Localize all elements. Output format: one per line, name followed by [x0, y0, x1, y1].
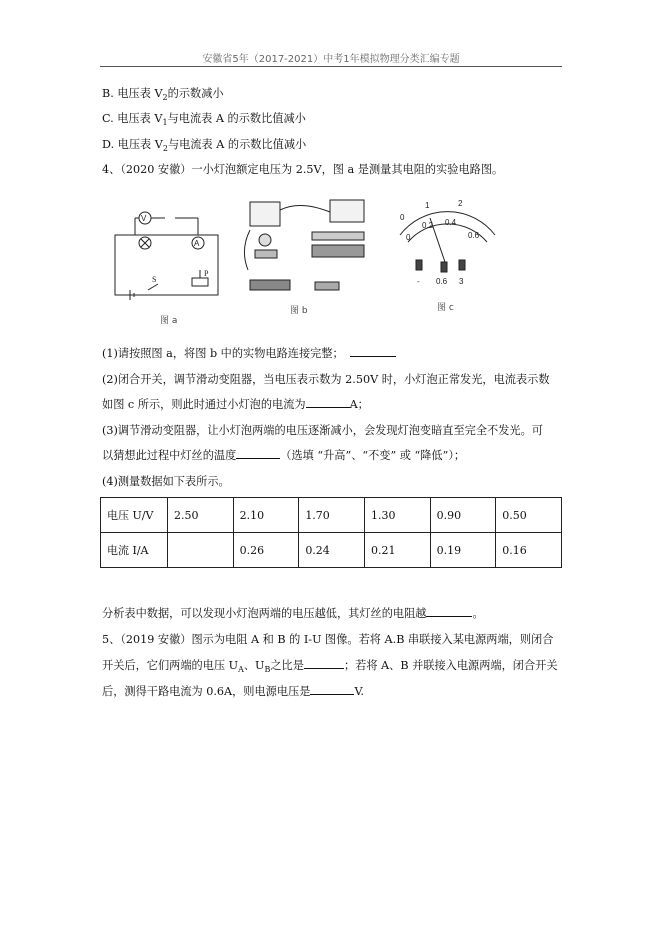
figure-a-caption: 图 a — [160, 316, 178, 326]
ammeter-symbol-a: A — [194, 239, 200, 248]
q5-line1: 5、（2019 安徽）图示为电阻 A 和 B 的 I-U 图像。若将 A.B 串联接入某电源两端，则闭合 — [102, 633, 554, 646]
q4-figures — [100, 190, 500, 330]
q5-line3-tail: V. — [354, 685, 365, 698]
table-cell: 0.90 — [430, 498, 496, 533]
q4-part3-text: 以猜想此过程中灯丝的温度 — [102, 449, 237, 462]
q5-line2-text-c: 之比是 — [270, 659, 304, 672]
table-cell: 1.30 — [364, 498, 430, 533]
terminal-label-0-6: 0.6 — [436, 277, 448, 286]
rheostat-label-p: P — [204, 269, 209, 278]
answer-blank[interactable] — [304, 658, 344, 669]
q4-analysis-tail: 。 — [472, 607, 484, 620]
figure-b-components — [244, 200, 364, 290]
table-row — [101, 498, 562, 533]
table-cell: 0.26 — [233, 533, 299, 568]
dial-tick-bottom-2: 0.4 — [445, 218, 457, 227]
option-b — [102, 86, 224, 106]
figure-c-caption: 图 c — [437, 303, 454, 313]
option-c-text: C. 电压表 V — [102, 112, 163, 125]
q4-part2-text: 如图 c 所示，则此时通过小灯泡的电流为 — [102, 398, 306, 411]
q4-part3-line2 — [102, 448, 465, 464]
q4-part4: (4)测量数据如下表所示。 — [102, 475, 230, 488]
q5-line3-text: 后，测得干路电流为 0.6A，则电源电压是 — [102, 685, 311, 698]
switch-label-s: S — [152, 275, 157, 284]
option-b-text: B. 电压表 V — [102, 87, 163, 100]
answer-blank[interactable] — [236, 448, 280, 459]
dial-tick-top-2: 2 — [458, 199, 463, 208]
table-cell: 0.19 — [430, 533, 496, 568]
q5-line2 — [102, 658, 558, 678]
dial-tick-bottom-3: 0.6 — [468, 231, 480, 240]
page-header: 安徽省5年（2017-2021）中考1年模拟物理分类汇编专题 — [202, 54, 460, 65]
q4-part3-line1: (3)调节滑动变阻器，让小灯泡两端的电压逐渐减小，会发现灯泡变暗直至完全不发光。可 — [102, 424, 543, 437]
figure-a-circuit-diagram — [115, 212, 218, 300]
header-rule — [100, 66, 562, 67]
measurement-table — [100, 497, 562, 568]
answer-blank[interactable] — [310, 684, 354, 695]
figure-b-caption: 图 b — [290, 306, 308, 316]
option-d-sub: 2 — [162, 144, 168, 154]
q4-part2-tail: A； — [349, 398, 369, 411]
q5-line3 — [102, 684, 364, 700]
table-cell: 2.10 — [233, 498, 299, 533]
dial-tick-top-0: 0 — [400, 213, 405, 222]
table-cell: 0.16 — [496, 533, 562, 568]
terminal-label-negative: - — [417, 277, 420, 286]
q4-part3-tail: （选填 “升高”、“不变” 或 “降低”）； — [280, 449, 466, 462]
option-c — [102, 111, 306, 131]
table-cell: 0.50 — [496, 498, 562, 533]
q5-line2-text-d: ；若将 A、B 并联接入电源两端，闭合开关 — [343, 659, 558, 672]
option-c-sub: 1 — [162, 118, 168, 128]
option-b-sub: 2 — [162, 93, 168, 103]
answer-blank[interactable] — [426, 606, 472, 617]
dial-tick-top-1: 1 — [425, 201, 430, 210]
q4-part2-line1: (2)闭合开关，调节滑动变阻器，当电压表示数为 2.50V 时，小灯泡正常发光，电流表示数 — [102, 373, 550, 386]
option-c-tail: 与电流表 A 的示数比值减小 — [167, 112, 306, 125]
option-d — [102, 137, 306, 157]
answer-blank[interactable] — [306, 397, 350, 408]
q5-sub-b: B — [264, 665, 271, 675]
voltmeter-symbol-v: V — [141, 214, 147, 223]
q4-part1 — [102, 346, 396, 362]
answer-blank[interactable] — [350, 346, 396, 357]
q5-sub-a: A — [238, 665, 244, 675]
terminal-label-3: 3 — [459, 277, 464, 286]
table-cell: 1.70 — [299, 498, 365, 533]
table-cell: 2.50 — [168, 498, 234, 533]
table-row — [101, 533, 562, 568]
q5-line2-text: 开关后，它们两端的电压 U — [102, 659, 239, 672]
q4-part2-line2 — [102, 397, 369, 413]
q5-line2-text-b: 、U — [243, 659, 265, 672]
q4-analysis-text: 分析表中数据，可以发现小灯泡两端的电压越低，其灯丝的电阻越 — [102, 607, 427, 620]
table-row-label: 电流 I/A — [101, 533, 168, 568]
option-d-tail: 与电流表 A 的示数比值减小 — [167, 138, 307, 151]
table-cell[interactable] — [168, 533, 234, 568]
table-cell: 0.21 — [364, 533, 430, 568]
q4-analysis — [102, 606, 484, 622]
option-b-tail: 的示数减小 — [167, 87, 224, 100]
table-row-label: 电压 U/V — [101, 498, 168, 533]
dial-tick-bottom-0: 0 — [406, 233, 411, 242]
table-cell: 0.24 — [299, 533, 365, 568]
option-d-text: D. 电压表 V — [102, 138, 163, 151]
q4-part1-text: (1)请按照图 a，将图 b 中的实物电路连接完整； — [102, 347, 344, 360]
q4-stem: 4、（2020 安徽）一小灯泡额定电压为 2.5V，图 a 是测量其电阻的实验电路图。 — [102, 163, 504, 176]
dial-tick-bottom-1: 0.2 — [422, 221, 434, 230]
